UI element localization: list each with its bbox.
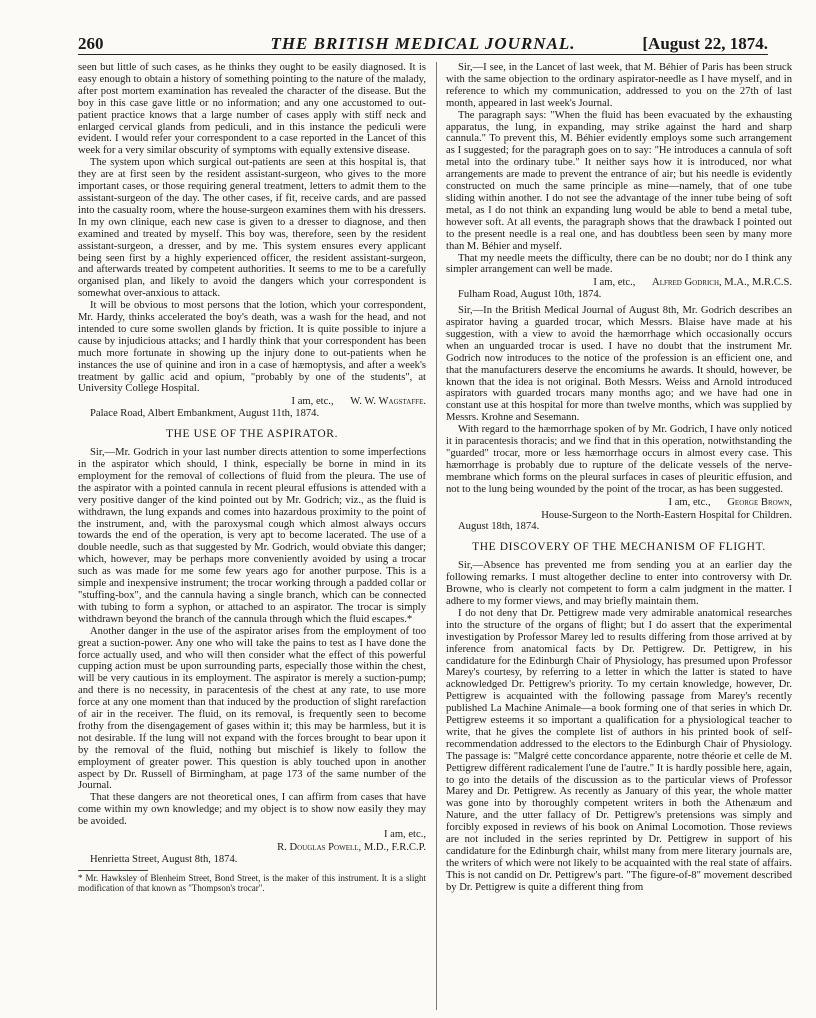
page-header <box>78 32 768 55</box>
letter-powell <box>78 429 426 893</box>
paragraph: Sir,—In the British Medical Journal of August 8th, Mr. Godrich describes an aspirator having a guarded trocar, which Messrs. Blaise have made at his suggestion, with a view to avoid the hæmorrhage which occasionally occurs when an unguarded trocar is used. I have no doubt that the instrument Mr. Godrich now introduces to the notice of the profession is an efficient one, and that the manufacturers deserve the encomiums he awards. It should, however, be known that the idea is not original. Both Messrs. Weiss and Arnold introduced aspirators with guarded trocars many months ago; and we have had one in constant use at this hospital for more than twelve months, which was supplied by Messrs. Krohne and Sesemann. <box>446 305 792 424</box>
paragraph: With regard to the hæmorrhage spoken of by Mr. Godrich, I have only noticed it in paracentesis thoracis; and we find that in this operation, notwithstanding the "guarded" trocar, more or less hæmorrhage occurs in almost every case. This hæmorrhage is probably due to rupture of the delicate vessels of the nerve-membrane which forms on the pleural surfaces in cases of pleuritic effusion, and not to the lung being wounded by the point of the trocar, as has been suggested. <box>446 424 792 495</box>
paragraph: seen but little of such cases, as he thinks they ought to be easily diagnosed. It is easy enough to obtain a history of something pointing to the nature of the malady, after post mortem examination has revealed the character of the disease. But the boy in this case gave little or no information; and any one accustomed to out-patient practice knows that a large number of cases apply with stiff neck and enlarged cervical glands from pediculi, and in this instance the pediculi were evident. I would refer your correspondent to a case reported in the Lancet of this week for a very similar obscurity of symptoms with equally extensive disease. <box>78 62 426 157</box>
signature-line <box>78 842 426 854</box>
letter-brown <box>446 305 792 533</box>
signature: Alfred Godrich, M.A., M.R.C.S. <box>652 277 792 289</box>
right-column <box>446 62 792 1012</box>
left-column <box>78 62 426 1012</box>
address: Fulham Road, August 10th, 1874. <box>458 289 602 301</box>
paragraph: It will be obvious to most persons that the lotion, which your correspondent, Mr. Hardy, thinks accelerated the boy's death, was a wash for the head, and not intended to cure some swollen glands by friction. It is quite possible to injure a cause by injudicious attacks; and I hardly think that your correspondent has been much more fortunate in showing up the injury done to out-patients when he instances the use of quinine and iron in a case of hæmoptysis, and after a week's treatment by gallic acid and opium, "probably by one of the students", at University College Hospital. <box>78 300 426 395</box>
signature-line <box>78 396 426 408</box>
footnote-divider <box>78 870 148 871</box>
paragraph: I do not deny that Dr. Pettigrew made very admirable anatomical researches into the structure of the organs of flight; but I do assert that the experimental investigation by Professor Marey led to results differing from those arrived at by inference from anatomical facts by Dr. Pettigrew. Dr. Pettigrew, in his candidature for the Edinburgh Chair of Physiology, has presumed upon Professor Marey's courtesy, by referring to a letter in which the latter is stated to have acknowledged Dr. Pettigrew's priority. To my certain knowledge, however, Dr. Pettigrew is acquainted with the following passage from Marey's recently published La Machine Animale—a book forming one of that series in which Dr. Pettigrew esteems it so important a qualification for a physiological teacher to write, that he gives the complete list of authors in his printed book of self-recommendation addressed to the electors to the Edinburgh Chair of Physiology. The passage is: "Malgré cette concordance apparente, notre théorie et celle de M. Pettigrew diffèrent radicalement l'une de l'autre." It is hardly possible here, again, to go into the details of the discussion as to the particular views of Professor Marey and Dr. Pettigrew. As recently as January of this year, the whole matter was gone into by thoroughly competent writers in both the Athenæum and Nature, and the utter fallacy of Dr. Pettigrew's pretensions was simply and forcibly exposed in reviews of his book on Animal Locomotion. Those reviews are not included in the series reprinted by Dr. Pettigrew in support of his candidature for the Edinburgh chair, whilst many from mere literary journals are, the writers of which were not likely to be acquainted with the real state of affairs. This is not candid on Dr. Pettigrew's part. "The figure-of-8" movement described by Dr. Pettigrew is quite a different thing from <box>446 607 792 893</box>
section-heading: THE DISCOVERY OF THE MECHANISM OF FLIGHT. <box>472 541 766 554</box>
address: Henrietta Street, August 8th, 1874. <box>90 853 238 865</box>
paragraph: Sir,—Absence has prevented me from sending you at an earlier day the following remarks. I must altogether decline to enter into controversy with Dr. Browne, who is clearly not competent to form a calm judgment in the matter. I adhere to my former views, and may briefly maintain them. <box>446 560 792 607</box>
letter-wagstaffe <box>78 62 426 420</box>
closing: I am, etc., <box>668 496 711 508</box>
section-heading: THE USE OF THE ASPIRATOR. <box>165 428 339 441</box>
signature-line <box>78 829 426 841</box>
address: August 18th, 1874. <box>458 521 540 533</box>
paragraph: The paragraph says: "When the fluid has been evacuated by the exhausting apparatus, the lung, in expanding, may strike against the hard and sharp cannula." To prevent this, M. Béhier evidently employs some such arrangement as I suggested; for the paragraph goes on to say: "He introduces a cannula of soft metal into the ordinary tube." It neither says how it is introduced, nor what arrangements are made to prevent the entrance of air; but his needle is evidently constructed on much the same principle as mine—namely, that of one tube sliding within another. I do not see the advantage of the inner tube being of soft metal, as I do not think an expanding lung would be able to bend a metal tube, however soft. At all events, the paragraph shows that the drawback I pointed out to the present needle is a real one, and has doubtless been seen by many more than M. Béhier and myself. <box>446 109 792 252</box>
paragraph: Another danger in the use of the aspirator arises from the employment of too great a suction-power. Any one who will take the pains to test as I have done the force actually used, and who will then consider what the effect of this powerful cupping action must be upon surrounding parts, especially those within the chest, will be very cautious in its employment. The aspirator is merely a suction-pump; and there is no necessity, in paracentesis of the chest at any rate, to use more force at any one moment than that induced by the production of slight rarefaction of air in the receiver. The fluid, on its removal, is frequently seen to become frothy from the disengagement of gases within it; this may be harmless, but it is not desirable. If the lung will not expand with the forces brought to bear upon it by the removal of the fluid, nothing but mischief is likely to follow the employment of greater power. This question is ably touched upon in another aspect by Dr. Russell of Birmingham, at page 173 of the same number of the Journal. <box>78 625 426 792</box>
paragraph: The system upon which surgical out-patients are seen at this hospital is, that they are at first seen by the resident assistant-surgeon, who gives to the more important cases, or those requiring general treatment, letters to admit them to the assistant-surgeon of the day. The other cases, if fit, receive cards, and are passed into the casualty room, where the house-surgeon examines them with his dressers. In my own clinique, each new case is given to a dresser to diagnose, and then examined and treated by myself. This boy was, therefore, seen by the resident assistant-surgeon, a dresser, and by me. This system ensures every applicant being seen first by a highly experienced officer, the resident assistant-surgeon, and afterwards treated by competent authorities. It seems to me to be a carefully organised plan, and likely to avoid the dangers which your correspondent is somewhat over-anxious to attack. <box>78 157 426 300</box>
column-divider <box>436 62 437 1010</box>
letter-flight <box>446 542 792 893</box>
signature: R. Douglas Powell, M.D., F.R.C.P. <box>277 842 426 853</box>
signature-line <box>446 497 792 509</box>
address: Palace Road, Albert Embankment, August 11th, 1874. <box>90 408 320 420</box>
paragraph: That these dangers are not theoretical ones, I can affirm from cases that have come within my own knowledge; and my object is to show now easily they may be avoided. <box>78 792 426 828</box>
letter-godrich <box>446 62 792 301</box>
journal-title: THE BRITISH MEDICAL JOURNAL. <box>270 34 576 53</box>
paragraph: Sir,—Mr. Godrich in your last number directs attention to some imperfections in the aspirator which should, I think, especially be borne in mind in its employment for the removal of collections of fluid from the pleura. The use of the aspirator with a pointed cannula in recent pleural effusions is attended with a very positive danger of the kind pointed out by Mr. Godrich; viz., as the fluid is withdrawn, the lung expands and comes into hazardous proximity to the point of the instrument, and, with the paroxysmal cough which almost always occurs towards the end of the operation, is very apt to become lacerated. The use of a double needle, such as that suggested by Mr. Godrich, would obviate this danger; which, however, may be perhaps more conveniently avoided by using a trocar such as was made for me some few years ago for another purpose. This is a simple and inexpensive instrument; the trocar working through a padded collar or "stuffing-box", and the cannula having a single branch, which can be connected with tubing to form a syphon, or attached to an aspirator. The trocar is simply withdrawn beyond the branch of the cannula through which the fluid escapes.* <box>78 447 426 625</box>
signature-title: House-Surgeon to the North-Eastern Hospital for Children. <box>541 509 792 521</box>
closing: I am, etc., <box>383 829 426 841</box>
signature: George Brown, <box>727 496 792 508</box>
closing: I am, etc., <box>291 396 334 408</box>
page-number: 260 <box>78 34 104 53</box>
signature-line <box>446 277 792 289</box>
signature: W. W. Wagstaffe. <box>350 396 426 408</box>
footnote: * Mr. Hawksley of Blenheim Street, Bond Street, is the maker of this instrument. It is a slight modification of that known as "Thompson's trocar". <box>78 872 426 893</box>
paragraph: That my needle meets the difficulty, there can be no doubt; nor do I think any simpler arrangement can well be made. <box>446 252 792 276</box>
paragraph: Sir,—I see, in the Lancet of last week, that M. Béhier of Paris has been struck with the same objection to the ordinary aspirator-needle as I have myself, and in reference to which my communication, addressed to you on the 27th of last month, appeared in last week's Journal. <box>446 62 792 109</box>
issue-date: [August 22, 1874. <box>642 34 768 53</box>
signature-line <box>446 510 792 522</box>
closing: I am, etc., <box>593 277 636 289</box>
